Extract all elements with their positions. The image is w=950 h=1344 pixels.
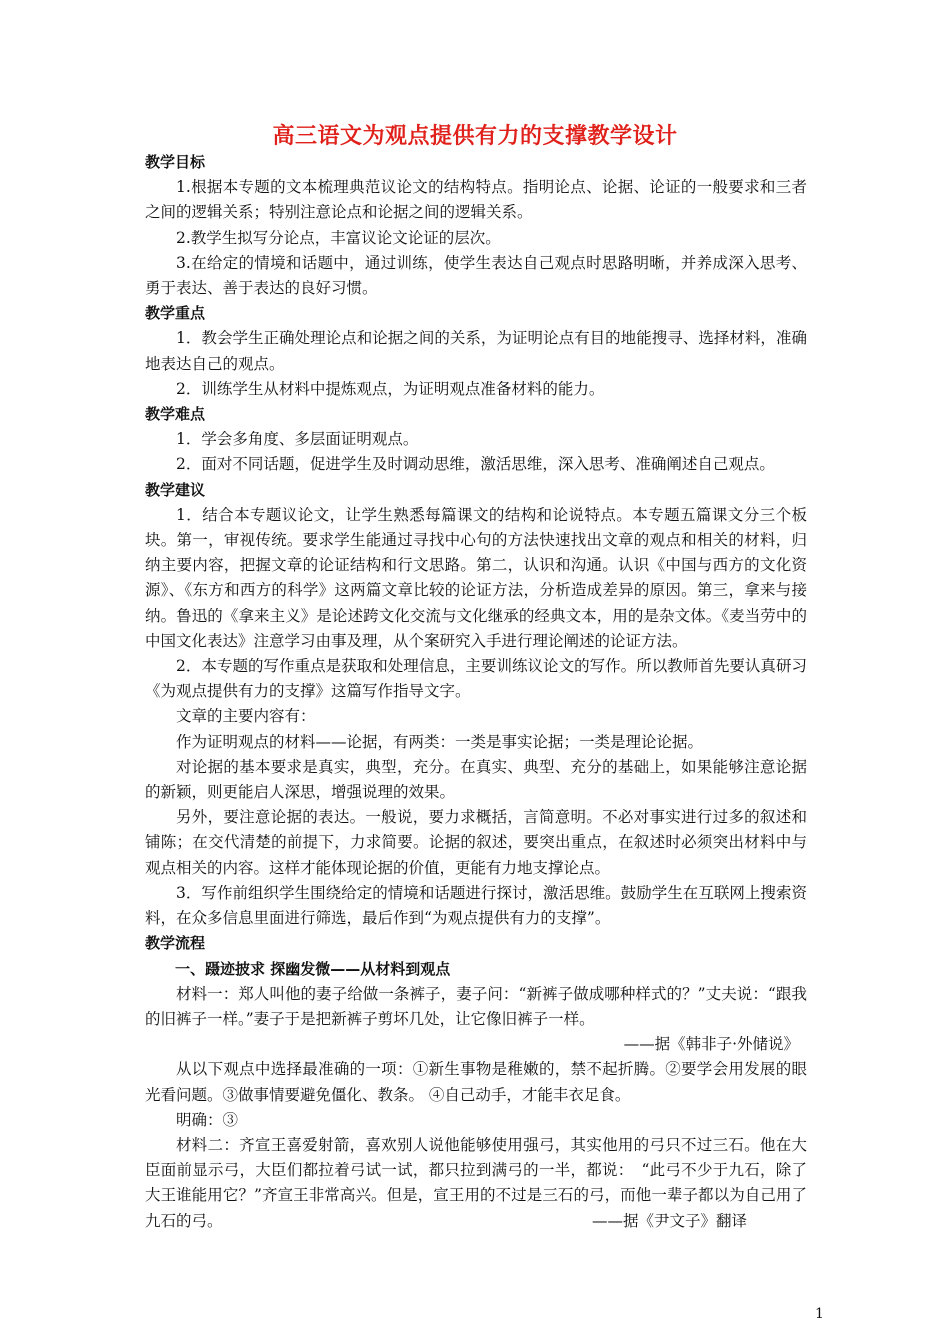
goal-item-2: 2.教学生拟写分论点，丰富议论文论证的层次。 [176,228,501,247]
page-number: 1 [815,1306,824,1322]
suggestion-item-4: 作为证明观点的材料——论据，有两类：一类是事实论据；一类是理论论据。 [176,732,704,751]
goal-item-1: 1.根据本专题的文本梳理典范议论文的结构特点。指明论点、论据、论证的一般要求和三者之间的逻辑关系；特别注意论点和论据之间的逻辑关系。 [145,178,807,222]
material-two [145,1133,807,1234]
heading-goals: 教学目标 [145,153,206,171]
heading-suggestions: 教学建议 [145,480,206,499]
key-point-item-1: 1．教会学生正确处理论点和论据之间的关系，为证明论点有目的地能搜寻、选择材料，准确地表达自己的观点。 [145,329,807,373]
material-two-source: ——据《尹文子》翻译 [591,1211,747,1230]
difficulty-item-1: 1．学会多角度、多层面证明观点。 [176,430,419,449]
heading-key-points: 教学重点 [145,304,206,323]
material-one-source: ——据《韩非子·外储说》 [623,1035,799,1054]
heading-process: 教学流程 [145,934,206,953]
material-one: 材料一：郑人叫他的妻子给做一条裤子，妻子问：“新裤子做成哪种样式的？”丈夫说：“跟我的旧裤子一样。”妻子于是把新裤子剪坏几处，让它像旧裤子一样。 [145,984,807,1028]
key-point-item-2: 2．训练学生从材料中提炼观点，为证明观点准备材料的能力。 [176,379,605,398]
suggestion-item-2: 2．本专题的写作重点是获取和处理信息，主要训练议论文的写作。所以教师首先要认真研习《为观点提供有力的支撑》这篇写作指导文字。 [145,657,807,701]
suggestion-item-3: 文章的主要内容有： [176,707,316,726]
heading-difficulties: 教学难点 [145,405,206,424]
document-body [145,150,807,1234]
process-subheading: 一、蹑迹披求 探幽发微——从材料到观点 [175,959,451,978]
suggestion-item-6: 另外，要注意论据的表达。一般说，要力求概括，言简意明。不必对事实进行过多的叙述和铺陈；在交代清楚的前提下，力求简要。论据的叙述，要突出重点，在叙述时必须突出材料中与观点相关的内容。这样才能体现论据的价值，更能有力地支撑论点。 [145,808,807,877]
answer-one: 明确：③ [176,1110,239,1129]
suggestion-item-7: 3．写作前组织学生围绕给定的情境和话题进行探讨，激活思维。鼓励学生在互联网上搜索资料，在众多信息里面进行筛选，最后作到“为观点提供有力的支撑”。 [145,883,807,928]
difficulty-item-2: 2．面对不同话题，促进学生及时调动思维，激活思维，深入思考、准确阐述自己观点。 [176,455,775,474]
suggestion-item-1: 1．结合本专题议论文，让学生熟悉每篇课文的结构和论说特点。本专题五篇课文分三个板块。第一，审视传统。要求学生能通过寻找中心句的方法快速找出文章的观点和相关的材料，归纳主要内容，把握文章的论证结构和行文思路。第二，认识和沟通。认识《中国与西方的文化资源》、《东方和西方的科学》这两篇文章比较的论证方法，分析造成差异的原因。第三，拿来与接纳。鲁迅的《拿来主义》是论述跨文化交流与文化继承的经典文本，用的是杂文体。《麦当劳中的中国文化表达》注意学习由事及理，从个案研究入手进行理论阐述的论证方法。 [145,505,807,650]
suggestion-item-5: 对论据的基本要求是真实，典型，充分。在真实、典型、充分的基础上，如果能够注意论据的新颖，则更能启人深思，增强说理的效果。 [145,757,807,802]
document-title: 高三语文为观点提供有力的支撑教学设计 [272,123,678,149]
question-one: 从以下观点中选择最准确的一项：①新生事物是稚嫩的，禁不起折腾。②要学会用发展的眼光看问题。③做事情要避免僵化、教条。 ④自己动手，才能丰衣足食。 [145,1060,807,1104]
material-two-text: 材料二：齐宣王喜爱射箭，喜欢别人说他能够使用强弓，其实他用的弓只不过三石。他在大臣面前显示弓，大臣们都拉着弓试一试，都只拉到满弓的一半，都说： “此弓不少于九石，除了大王谁能用它？”齐宣王非常高兴。但是，宣王用的不过是三石的弓，而他一辈子都以为自己用了九石的弓。 [145,1135,807,1230]
goal-item-3: 3.在给定的情境和话题中，通过训练，使学生表达自己观点时思路明晰，并养成深入思考、勇于表达、善于表达的良好习惯。 [145,253,807,298]
